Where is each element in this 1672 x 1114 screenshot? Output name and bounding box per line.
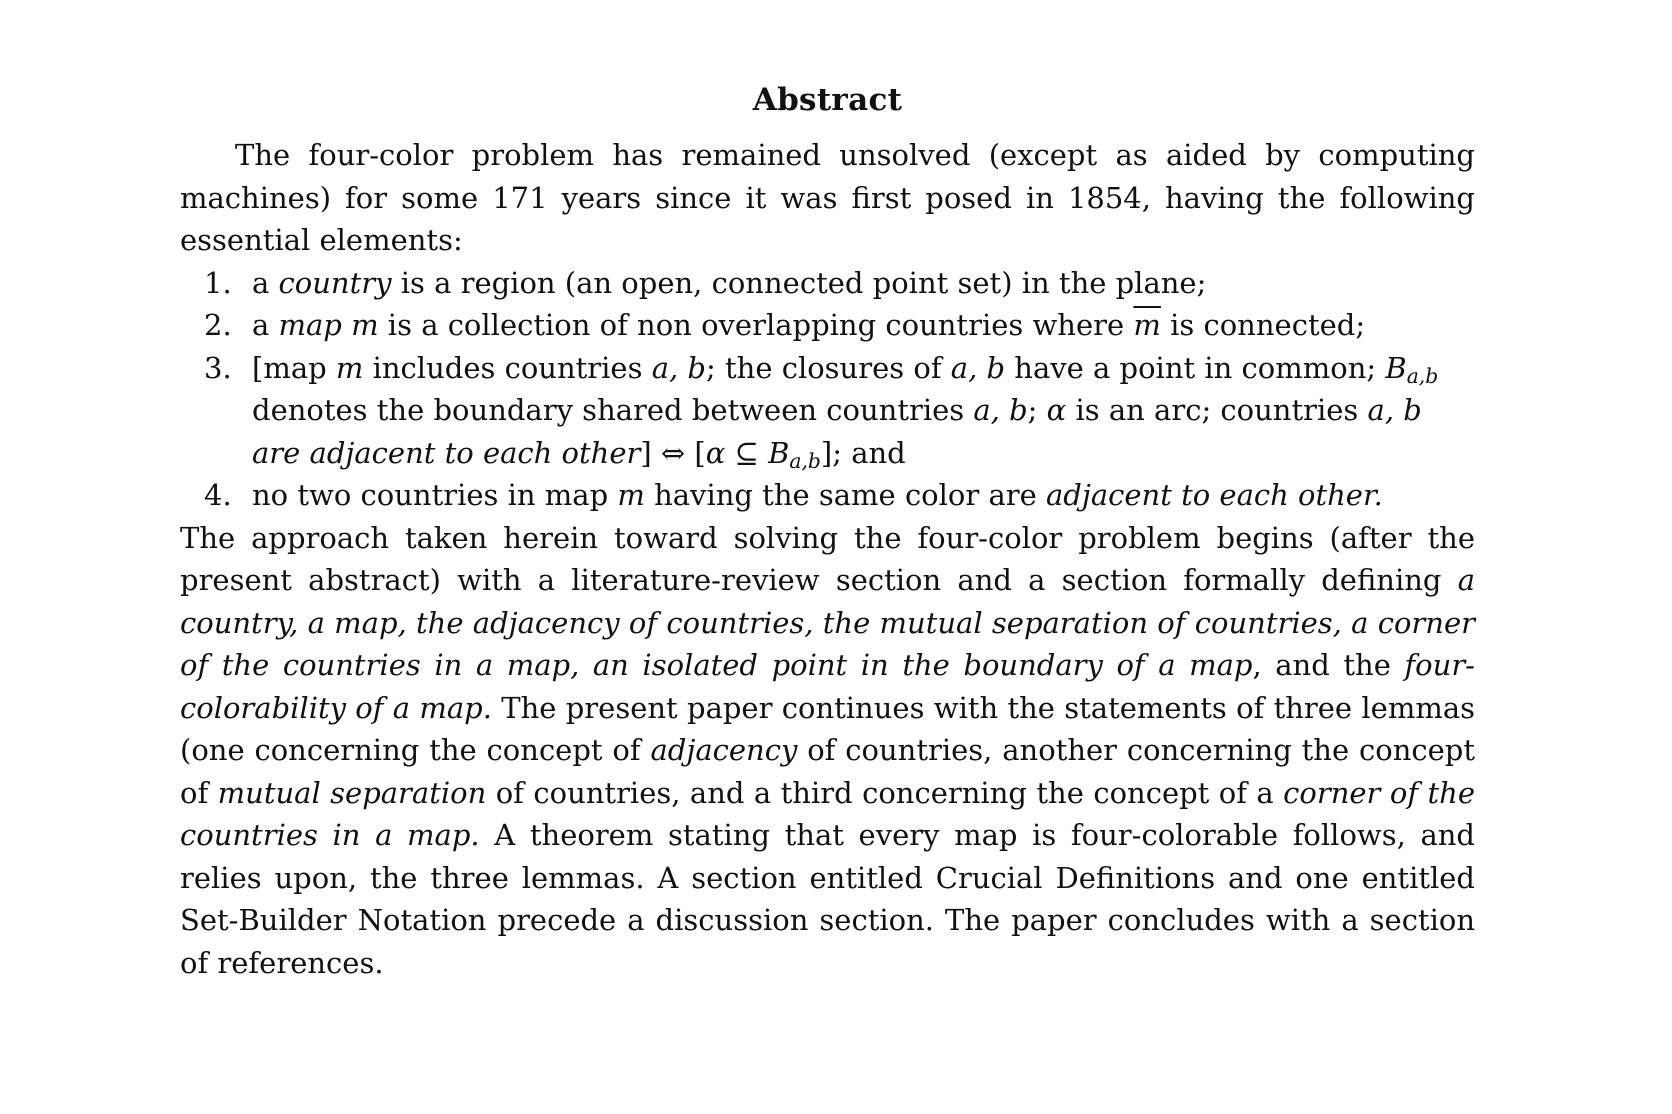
math-ab: a, b — [950, 350, 1006, 385]
body-text: of countries, another concerning the concept of — [180, 733, 1475, 810]
body-text: A theorem stating that every map is four-colorable follows, and relies upon, the three lemmas. A section entitled Crucial Definitions and one entitled Set-Builder Notation precede a discussion section. The paper concludes with a section of references. — [180, 818, 1475, 980]
item-text: is an arc; countries — [1066, 393, 1368, 427]
item-number: 2. — [204, 308, 232, 342]
item-text: ; — [1027, 393, 1047, 427]
item-text: a — [252, 265, 279, 300]
math-boundary: B — [768, 435, 790, 470]
body-text: of countries, and a third concerning the concept of a — [486, 775, 1284, 810]
body-text: The present paper continues with the statements of three lemmas (one concerning the concept of — [180, 690, 1475, 767]
math-ab: a, b — [651, 350, 706, 385]
abstract-title: Abstract — [752, 82, 903, 118]
item-number: 3. — [204, 350, 232, 385]
math-subscript: a,b — [1406, 363, 1439, 388]
item-number: 4. — [204, 478, 232, 512]
elements-list — [180, 262, 1475, 517]
term-map: map — [278, 308, 342, 342]
body-paragraph — [180, 517, 1475, 985]
math-subset: α ⊆ — [705, 435, 769, 470]
list-item-4 — [180, 474, 1475, 517]
item-text: no two countries in map — [252, 478, 618, 512]
term-adjacent: adjacent to each other. — [1046, 478, 1383, 512]
item-text: ] ⇔ [ — [640, 435, 706, 470]
math-m: m — [351, 308, 379, 342]
body-text: , and the — [1252, 648, 1405, 682]
item-text: denotes the boundary shared between countries — [252, 393, 974, 427]
math-ab: a, b — [1367, 393, 1422, 427]
term-four-colorability: four-colorability of a map. — [180, 648, 1475, 725]
list-item-2 — [180, 304, 1475, 347]
intro-paragraph: The four-color problem has remained unsolved (except as aided by computing machines) for some 171 years since it was first posed in 1854, having the following essential elements: — [180, 138, 1475, 257]
list-item-3 — [180, 347, 1475, 475]
math-m: m — [335, 350, 364, 385]
item-text: is a collection of non overlapping countries where — [378, 308, 1134, 342]
math-alpha: α — [1046, 393, 1067, 427]
item-text: includes countries — [363, 350, 652, 385]
math-subscript: a,b — [789, 448, 821, 473]
item-text: have a point in common; — [1005, 350, 1386, 385]
item-text: ]; and — [820, 435, 906, 470]
term-country: country — [278, 265, 392, 300]
math-boundary: B — [1385, 350, 1407, 385]
math-m-closure: $\overline{m}$ — [1133, 308, 1161, 342]
item-text: [map — [252, 350, 336, 385]
list-item-1 — [180, 262, 1475, 305]
math-m: m — [617, 478, 645, 512]
math-ab: a, b — [973, 393, 1028, 427]
abstract-page — [180, 78, 1475, 984]
item-text: is connected; — [1160, 308, 1366, 342]
item-text: a — [252, 308, 279, 342]
item-text: ; the closures of — [706, 350, 951, 385]
term-mutual-separation: mutual separation — [217, 775, 487, 810]
item-number: 1. — [204, 265, 232, 300]
body-text: The approach taken herein toward solving the four-color problem begins (after the present abstract) with a literature-review section and a section formally defining — [180, 520, 1475, 597]
term-adjacent: are adjacent to each other — [252, 435, 641, 470]
item-text: is a region (an open, connected point set) in the plane; — [391, 265, 1207, 300]
defined-terms: a country, a map, the adjacency of countries, the mutual separation of countries, a corner of the countries in a map, an isolated point in the boundary of a map — [180, 563, 1475, 682]
term-adjacency: adjacency — [650, 733, 798, 767]
term-corner: corner of the countries in a map. — [180, 775, 1475, 852]
item-text: having the same color are — [644, 478, 1046, 512]
